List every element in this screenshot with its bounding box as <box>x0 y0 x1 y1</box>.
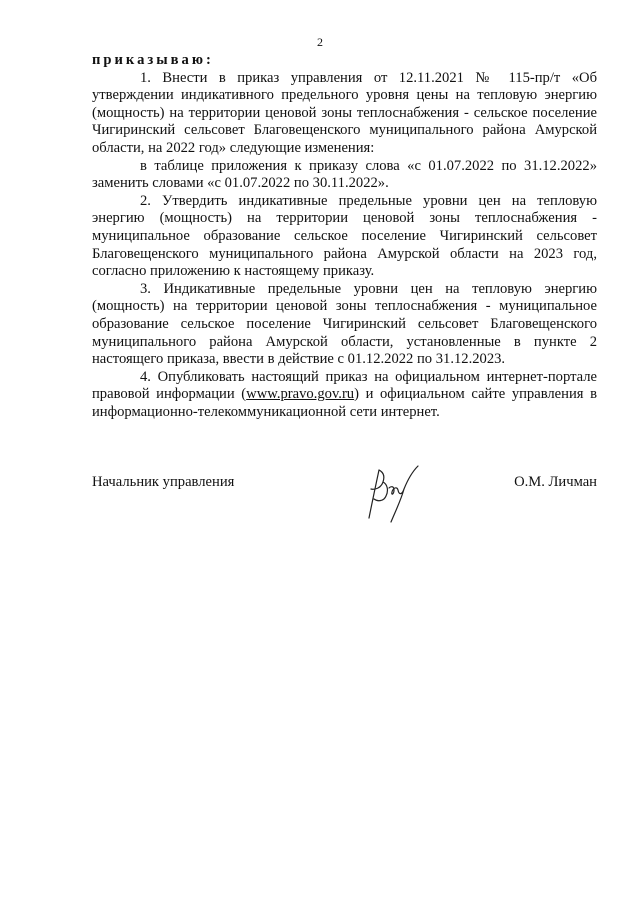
paragraph-1-amendment: в таблице приложения к приказу слова «с 01.07.2022 по 31.12.2022» заменить словами «с 01.07.2022 по 30.11.2022». <box>92 157 597 192</box>
signatory-name: О.М. Личман <box>514 474 597 490</box>
order-body <box>92 52 597 421</box>
paragraph-4-start: 4. Опубликовать настоящий приказ на официальном интернет-портале правовой информации ( <box>92 368 597 403</box>
pravo-link[interactable]: www.pravo.gov.ru <box>246 386 355 403</box>
handwritten-signature <box>365 462 425 526</box>
paragraph-2: 2. Утвердить индикативные предельные уровни цен на тепловую энергию (мощность) на территории ценовой зоны теплоснабжения - муниципальное образование сельское поселение Чигиринский сельсовет Благовещенского муниципального района Амурской области на 2023 год, согласно приложению к настоящему приказу. <box>92 192 597 280</box>
paragraph-3: 3. Индикативные предельные уровни цен на тепловую энергию (мощность) на территории ценовой зоны теплоснабжения - муниципальное образование сельское поселение Чигиринский сельсовет Благовещенского муниципального района Амурской области, установленные в пункте 2 настоящего приказа, ввести в действие с 01.12.2022 по 31.12.2023. <box>92 280 597 368</box>
order-heading: приказываю: <box>92 52 214 68</box>
page-number: 2 <box>317 35 323 49</box>
paragraph-1: 1. Внести в приказ управления от 12.11.2021 № 115-пр/т «Об утверждении индикативного предельного уровня цены на тепловую энергию (мощность) на территории ценовой зоны теплоснабжения - сельское поселение Чигиринский сельсовет Благовещенского муниципального района Амурской области, на 2022 год» следующие изменения: <box>92 69 597 156</box>
signatory-position: Начальник управления <box>92 474 235 490</box>
paragraph-4-end: ) и официальном сайте управления в информационно-телекоммуникационной сети интернет. <box>92 386 597 420</box>
paragraph-4 <box>92 369 597 422</box>
signature-block <box>92 470 597 530</box>
